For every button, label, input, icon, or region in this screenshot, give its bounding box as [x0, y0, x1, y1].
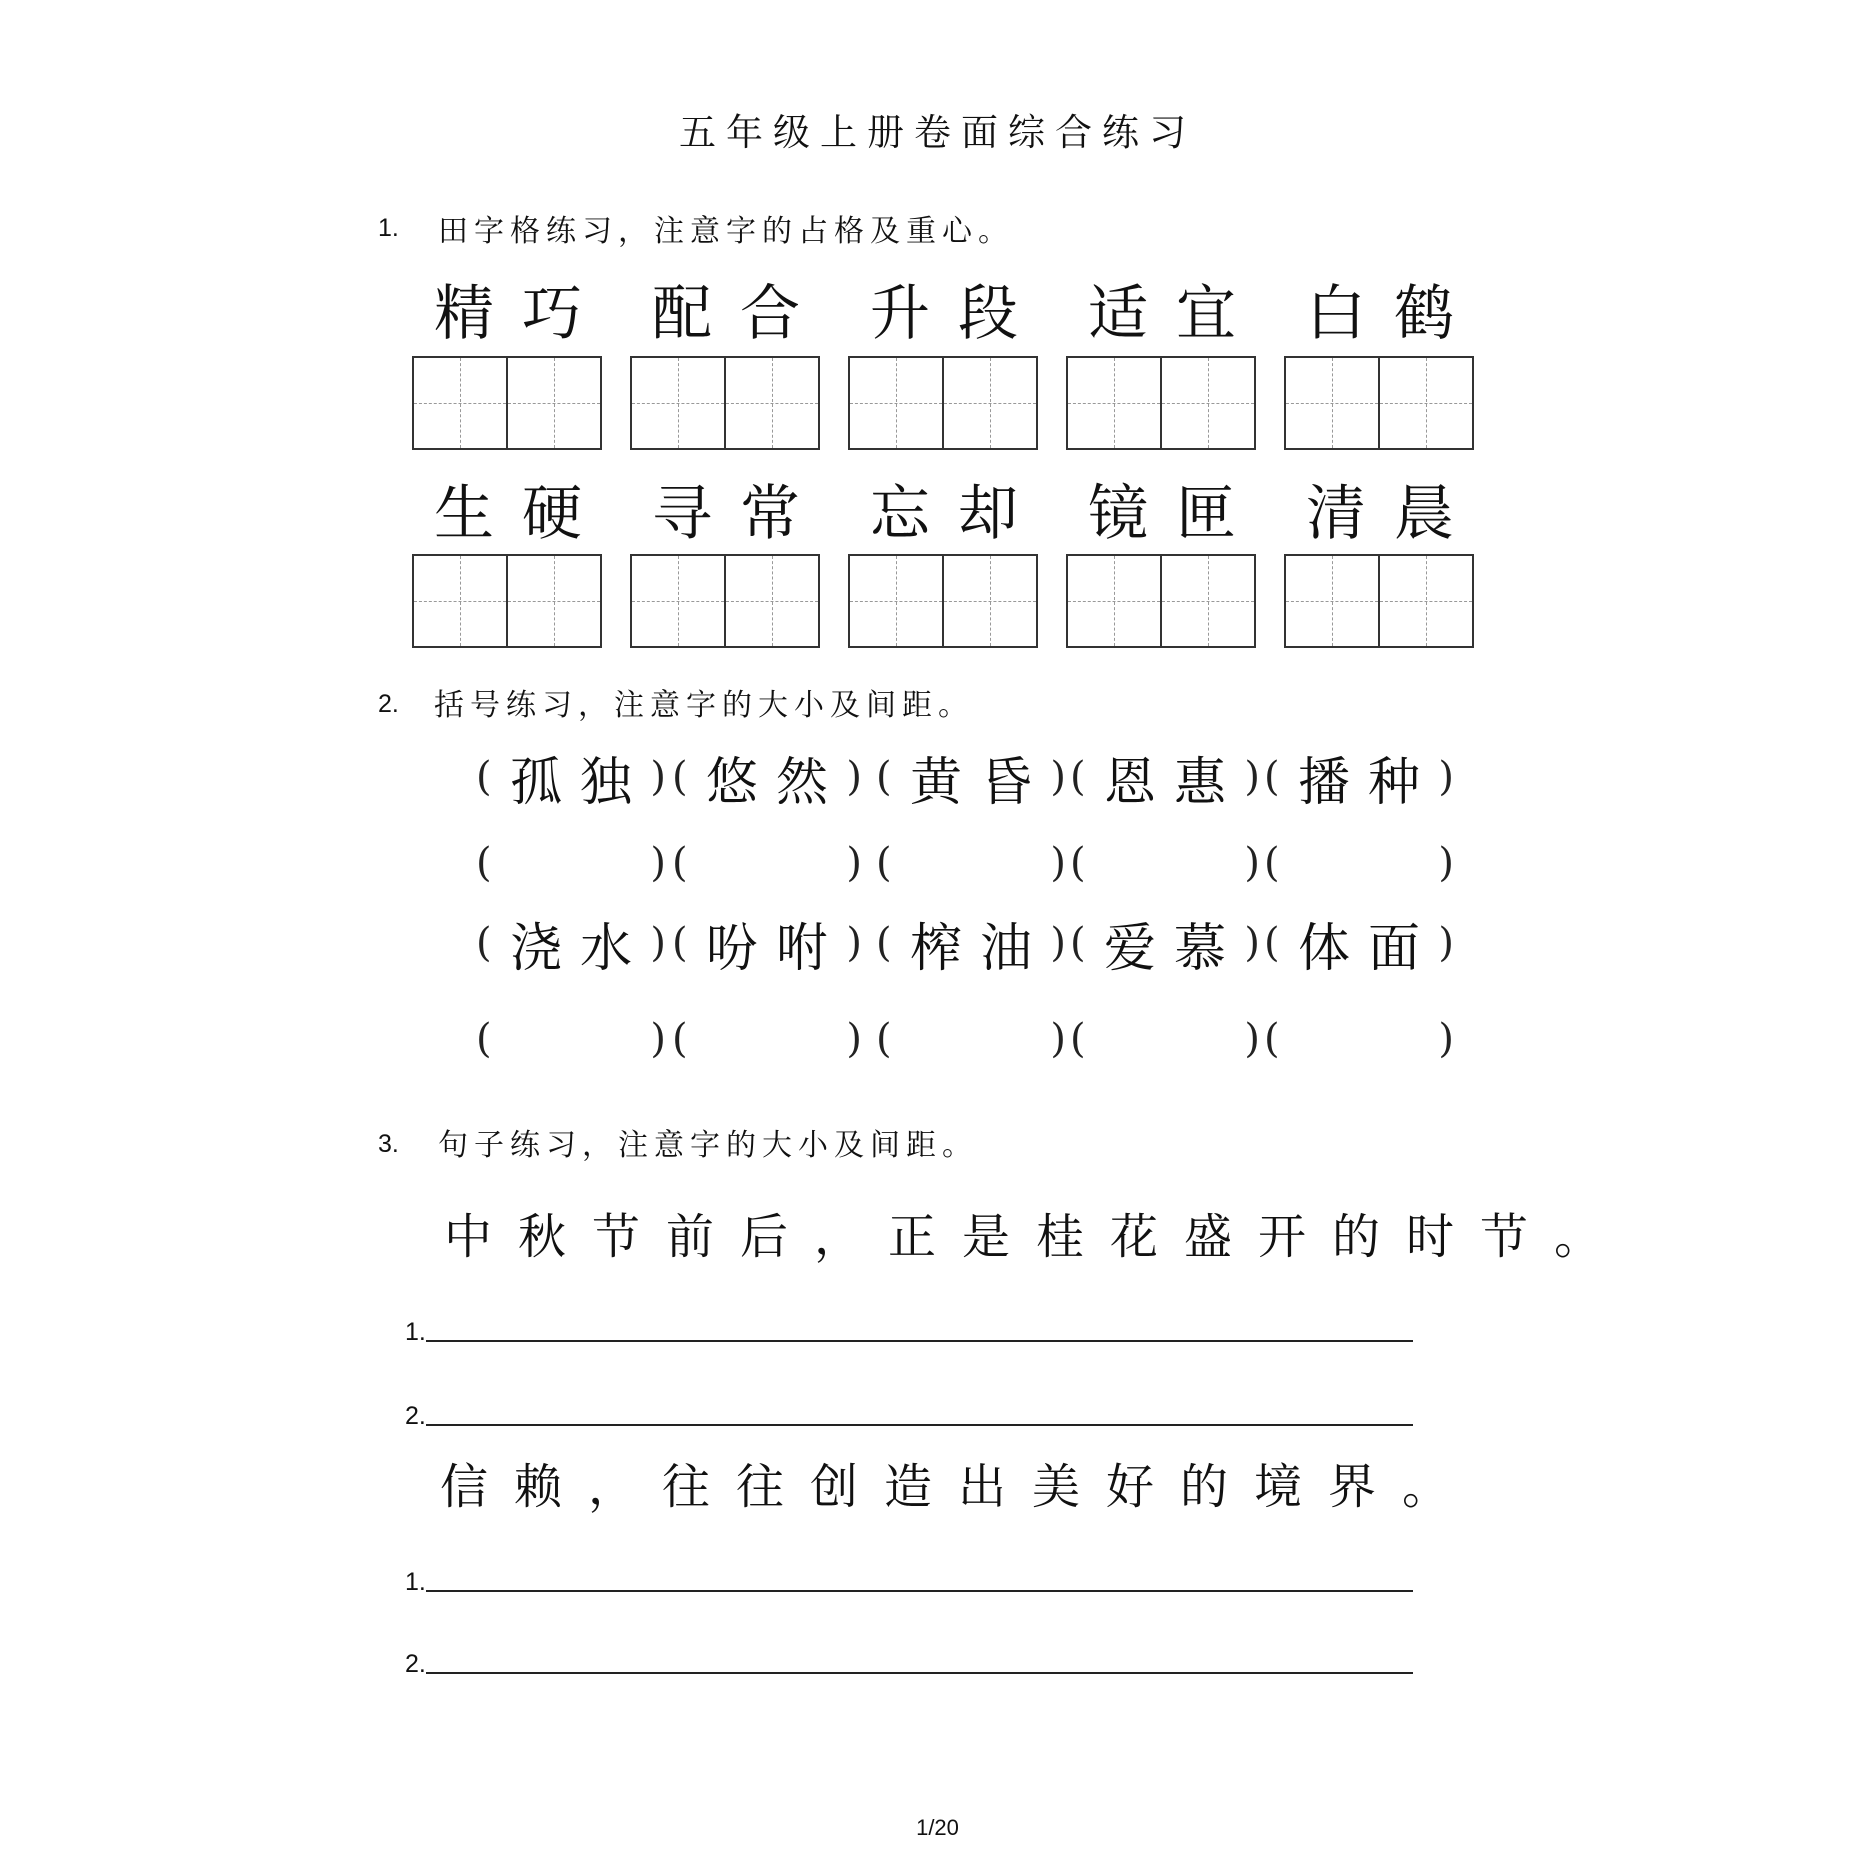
bracket-answer[interactable]	[876, 828, 1066, 898]
open-paren: (	[476, 840, 492, 886]
writing-rule	[426, 1672, 1413, 1674]
bracket-word	[876, 742, 1066, 812]
close-paren: )	[846, 1016, 862, 1062]
tian-grid-cell[interactable]	[850, 358, 942, 448]
word: 白鹤	[1306, 279, 1482, 349]
bracket-word-row-2	[0, 908, 1875, 978]
tian-grid-cell[interactable]	[1378, 556, 1472, 646]
open-paren: (	[1264, 840, 1280, 886]
close-paren: )	[846, 840, 862, 886]
open-paren: (	[1264, 920, 1280, 966]
tian-grid-pair[interactable]	[1066, 554, 1256, 648]
bracket-answer-row-2	[0, 1004, 1875, 1074]
bracket-word	[476, 742, 666, 812]
bracket-word	[672, 742, 862, 812]
close-paren: )	[1244, 1016, 1260, 1062]
bracket-word-text: 爱慕	[1103, 918, 1244, 979]
bracket-answer[interactable]	[1070, 1004, 1260, 1074]
section-2-number: 2.	[378, 690, 399, 718]
open-paren: (	[476, 1016, 492, 1062]
bracket-word	[476, 908, 666, 978]
bracket-word-text: 浇水	[509, 918, 650, 979]
open-paren: (	[672, 840, 688, 886]
close-paren: )	[1050, 920, 1066, 966]
close-paren: )	[846, 920, 862, 966]
bracket-word	[1264, 908, 1454, 978]
writing-grid-row-2	[0, 554, 1875, 652]
section-2-instruction: 括号练习，注意字的大小及间距。	[434, 688, 974, 723]
open-paren: (	[1070, 920, 1086, 966]
open-paren: (	[876, 1016, 892, 1062]
writing-grid-row-1	[0, 356, 1875, 454]
close-paren: )	[650, 840, 666, 886]
tian-grid-cell[interactable]	[414, 358, 506, 448]
tian-grid-cell[interactable]	[1160, 358, 1254, 448]
close-paren: )	[650, 754, 666, 800]
close-paren: )	[1438, 840, 1454, 886]
word: 清晨	[1306, 479, 1482, 549]
word-row-1	[0, 266, 1875, 349]
word: 适宜	[1088, 279, 1264, 349]
bracket-answer[interactable]	[1264, 828, 1454, 898]
tian-grid-cell[interactable]	[942, 556, 1036, 646]
open-paren: (	[672, 754, 688, 800]
writing-rule	[426, 1590, 1413, 1592]
section-1-number: 1.	[378, 214, 399, 242]
close-paren: )	[650, 1016, 666, 1062]
bracket-word	[1264, 742, 1454, 812]
open-paren: (	[1070, 840, 1086, 886]
writing-line-number: 1.	[405, 1318, 426, 1346]
bracket-word-text: 播种	[1297, 752, 1438, 813]
tian-grid-cell[interactable]	[632, 556, 724, 646]
word: 镜匣	[1088, 479, 1264, 549]
open-paren: (	[672, 1016, 688, 1062]
bracket-answer[interactable]	[672, 1004, 862, 1074]
bracket-answer[interactable]	[476, 828, 666, 898]
word: 精巧	[434, 279, 610, 349]
bracket-answer-row-1	[0, 828, 1875, 898]
open-paren: (	[1070, 754, 1086, 800]
close-paren: )	[1438, 754, 1454, 800]
bracket-word-text: 榨油	[909, 918, 1050, 979]
bracket-answer[interactable]	[1264, 1004, 1454, 1074]
writing-rule	[426, 1340, 1413, 1342]
bracket-answer[interactable]	[672, 828, 862, 898]
tian-grid-cell[interactable]	[1068, 556, 1160, 646]
tian-grid-pair[interactable]	[848, 554, 1038, 648]
tian-grid-cell[interactable]	[632, 358, 724, 448]
tian-grid-cell[interactable]	[414, 556, 506, 646]
writing-line[interactable]	[405, 1638, 1413, 1678]
bracket-word	[1070, 742, 1260, 812]
bracket-word-text: 吩咐	[705, 918, 846, 979]
writing-line-number: 2.	[405, 1402, 426, 1430]
tian-grid-cell[interactable]	[724, 358, 818, 448]
close-paren: )	[1050, 754, 1066, 800]
close-paren: )	[1050, 1016, 1066, 1062]
tian-grid-cell[interactable]	[1286, 556, 1378, 646]
bracket-word-text: 体面	[1297, 918, 1438, 979]
tian-grid-cell[interactable]	[724, 556, 818, 646]
open-paren: (	[476, 920, 492, 966]
bracket-answer[interactable]	[876, 1004, 1066, 1074]
bracket-word	[672, 908, 862, 978]
page-title: 五年级上册卷面综合练习	[679, 111, 1196, 154]
close-paren: )	[650, 920, 666, 966]
writing-line-number: 2.	[405, 1650, 426, 1678]
word-row-2	[0, 466, 1875, 549]
tian-grid-cell[interactable]	[1068, 358, 1160, 448]
tian-grid-pair[interactable]	[630, 356, 820, 450]
word: 配合	[652, 279, 828, 349]
practice-sentence-2: 信赖，往往创造出美好的境界。	[440, 1459, 1477, 1515]
bracket-word-row-1	[0, 742, 1875, 812]
bracket-word	[1070, 908, 1260, 978]
tian-grid-cell[interactable]	[1378, 358, 1472, 448]
open-paren: (	[672, 920, 688, 966]
close-paren: )	[1050, 840, 1066, 886]
page-number: 1/20	[916, 1815, 959, 1840]
section-3-number: 3.	[378, 1130, 399, 1158]
tian-grid-cell[interactable]	[506, 358, 600, 448]
open-paren: (	[1264, 1016, 1280, 1062]
writing-line[interactable]	[405, 1390, 1413, 1430]
word: 忘却	[870, 479, 1046, 549]
open-paren: (	[476, 754, 492, 800]
tian-grid-pair[interactable]	[1284, 356, 1474, 450]
practice-sentence-1: 中秋节前后，正是桂花盛开的时节。	[444, 1209, 1629, 1265]
open-paren: (	[1070, 1016, 1086, 1062]
tian-grid-cell[interactable]	[506, 556, 600, 646]
bracket-answer[interactable]	[476, 1004, 666, 1074]
tian-grid-cell[interactable]	[1160, 556, 1254, 646]
open-paren: (	[876, 920, 892, 966]
tian-grid-cell[interactable]	[1286, 358, 1378, 448]
close-paren: )	[1244, 840, 1260, 886]
writing-line-number: 1.	[405, 1568, 426, 1596]
tian-grid-pair[interactable]	[848, 356, 1038, 450]
word: 生硬	[434, 479, 610, 549]
section-1-instruction: 田字格练习，注意字的占格及重心。	[438, 214, 1014, 249]
bracket-word-text: 恩惠	[1103, 752, 1244, 813]
word: 升段	[870, 279, 1046, 349]
tian-grid-pair[interactable]	[412, 554, 602, 648]
close-paren: )	[846, 754, 862, 800]
bracket-word	[876, 908, 1066, 978]
bracket-answer[interactable]	[1070, 828, 1260, 898]
open-paren: (	[876, 840, 892, 886]
tian-grid-pair[interactable]	[1284, 554, 1474, 648]
bracket-word-text: 孤独	[509, 752, 650, 813]
open-paren: (	[1264, 754, 1280, 800]
writing-line[interactable]	[405, 1556, 1413, 1596]
section-3-instruction: 句子练习，注意字的大小及间距。	[438, 1128, 978, 1163]
open-paren: (	[876, 754, 892, 800]
tian-grid-cell[interactable]	[942, 358, 1036, 448]
bracket-word-text: 悠然	[705, 752, 846, 813]
close-paren: )	[1244, 754, 1260, 800]
tian-grid-pair[interactable]	[412, 356, 602, 450]
tian-grid-pair[interactable]	[1066, 356, 1256, 450]
tian-grid-cell[interactable]	[850, 556, 942, 646]
close-paren: )	[1438, 1016, 1454, 1062]
close-paren: )	[1438, 920, 1454, 966]
writing-line[interactable]	[405, 1306, 1413, 1346]
close-paren: )	[1244, 920, 1260, 966]
word: 寻常	[652, 479, 828, 549]
writing-rule	[426, 1424, 1413, 1426]
bracket-word-text: 黄昏	[909, 752, 1050, 813]
tian-grid-pair[interactable]	[630, 554, 820, 648]
